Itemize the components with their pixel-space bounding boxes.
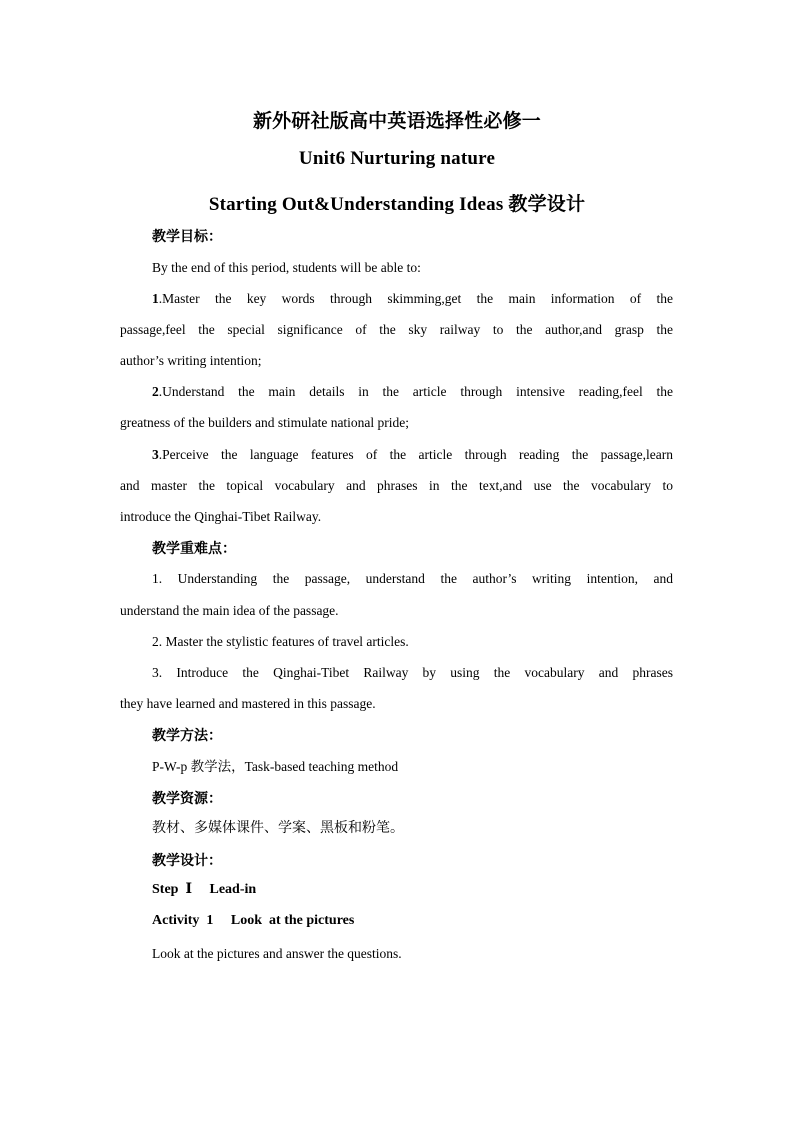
objective-1-line-3: author’s writing intention; (120, 353, 262, 368)
document-title-unit: Unit6 Nurturing nature (298, 148, 496, 169)
objective-1-number: 1 (152, 291, 159, 306)
resources-heading: 教学资源： (152, 792, 222, 807)
activity-instruction: Look at the pictures and answer the questions. (152, 946, 402, 961)
activity-heading: Activity 1 Look at the pictures (152, 913, 355, 928)
objective-3-line-2: and master the topical vocabulary and phrases in the text,and use the vocabulary to (120, 478, 673, 493)
objectives-heading: 教学目标： (152, 230, 222, 245)
key-point-1-line-2: understand the main idea of the passage. (120, 603, 339, 618)
objective-2-line-1: 2.Understand the main details in the article through intensive reading,feel the (152, 384, 673, 399)
design-heading: 教学设计： (152, 854, 222, 869)
key-point-1-line-1: 1. Understanding the passage, understand the author’s writing intention, and (152, 571, 673, 586)
resources-text: 教材、多媒体课件、学案、黑板和粉笔。 (152, 821, 404, 836)
objective-3-line-1: 3.Perceive the language features of the article through reading the passage,learn (152, 447, 673, 462)
objective-2-line-2: greatness of the builders and stimulate national pride; (120, 415, 410, 430)
document-title-series: 新外研社版高中英语选择性必修一 (252, 111, 541, 132)
objective-3-number: 3 (152, 447, 159, 462)
key-points-heading: 教学重难点： (152, 542, 236, 557)
objective-3-line-3: introduce the Qinghai-Tibet Railway. (120, 509, 322, 524)
methods-text: P-W-p 教学法，Task-based teaching method (152, 759, 399, 774)
key-point-3-line-2: they have learned and mastered in this passage. (120, 696, 376, 711)
key-point-3-line-1: 3. Introduce the Qinghai-Tibet Railway by using the vocabulary and phrases (152, 665, 673, 680)
key-point-2: 2. Master the stylistic features of travel articles. (152, 634, 409, 649)
objective-1-line-2: passage,feel the special significance of the sky railway to the author,and grasp the (120, 322, 673, 337)
step-heading: Step Ⅰ Lead-in (152, 882, 257, 897)
objective-1-line-1: 1.Master the key words through skimming,get the main information of the (152, 291, 673, 306)
objectives-intro: By the end of this period, students will be able to: (152, 260, 421, 275)
methods-heading: 教学方法： (152, 729, 222, 744)
document-title-lesson: Starting Out&Understanding Ideas 教学设计 (208, 194, 586, 215)
objective-2-number: 2 (152, 384, 159, 399)
